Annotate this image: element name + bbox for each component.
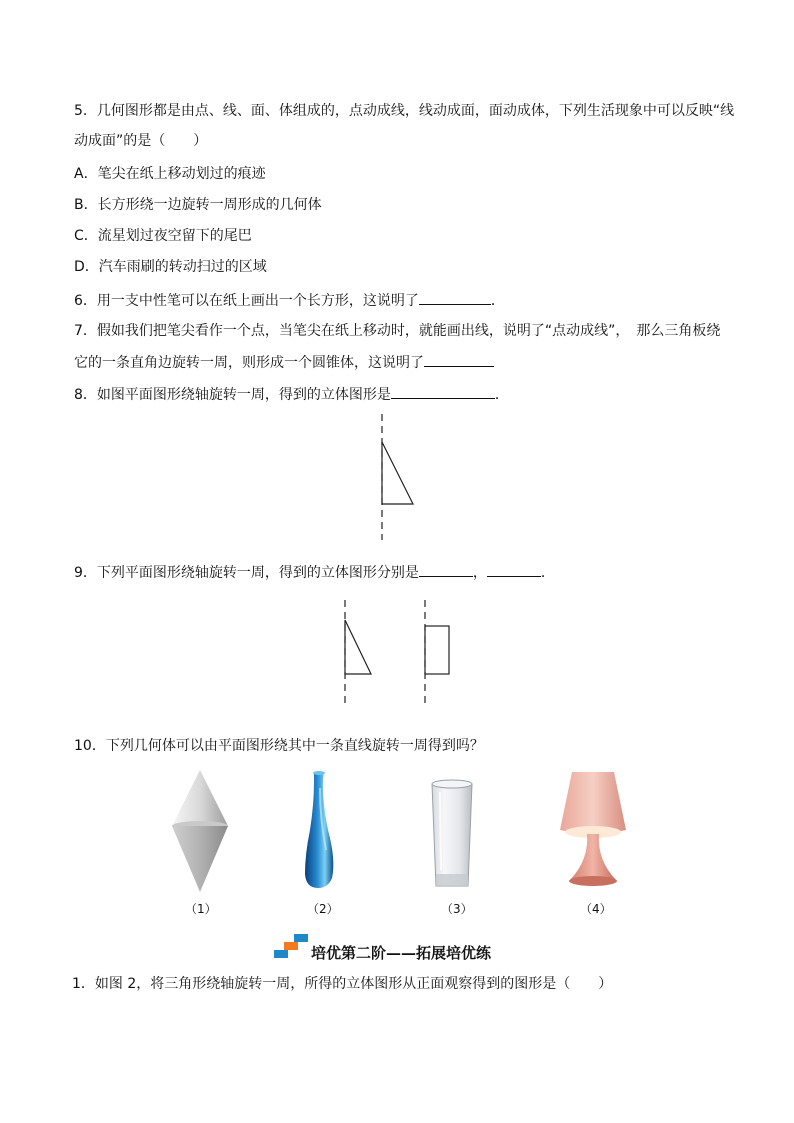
glass-cup-image	[428, 778, 476, 892]
q5-stem-line1: 5．几何图形都是由点、线、面、体组成的，点动成线，线动成面，面动成体，下列生活现象中可以反映“线	[74, 103, 735, 119]
q8-end: ．	[494, 387, 509, 403]
q5-option-b: B．长方形绕一边旋转一周形成的几何体	[74, 197, 322, 213]
q10-caption-1: （1）	[185, 902, 217, 916]
q7-line2	[74, 352, 494, 372]
double-cone-image	[160, 766, 240, 896]
q6-text: 6．用一支中性笔可以在纸上画出一个长方形，这说明了	[74, 293, 419, 309]
right-triangle	[382, 442, 413, 504]
q6	[74, 290, 505, 310]
q9-answer-blank-2[interactable]	[487, 562, 541, 577]
q8	[74, 384, 509, 404]
q5-stem-line2: 动成面”的是（ ）	[74, 133, 208, 149]
q9-figures	[335, 598, 465, 710]
q9-end: ．	[540, 565, 555, 581]
q7-text: 它的一条直角边旋转一周，则形成一个圆锥体，这说明了	[74, 355, 424, 371]
q7-line1: 7．假如我们把笔尖看作一个点，当笔尖在纸上移动时，就能画出线，说明了“点动成线”， 那么三角板绕	[74, 323, 721, 339]
q5-option-d: D．汽车雨刷的转动扫过的区域	[74, 259, 267, 275]
q7-answer-blank[interactable]	[424, 352, 494, 367]
q5-option-c: C．流星划过夜空留下的尾巴	[74, 228, 252, 244]
q5-option-a: A．笔尖在纸上移动划过的痕迹	[74, 166, 266, 182]
q9-answer-blank-1[interactable]	[419, 562, 473, 577]
rectangle	[425, 626, 449, 674]
q8-answer-blank[interactable]	[391, 384, 495, 399]
q9	[74, 562, 555, 582]
step-blocks-icon	[273, 932, 309, 960]
q10-caption-4: （4）	[580, 902, 612, 916]
blue-vase-image	[290, 770, 350, 892]
q10-caption-3: （3）	[441, 902, 473, 916]
s2-q1-text: 1．如图 2，将三角形绕轴旋转一周，所得的立体图形从正面观察得到的图形是（ ）	[72, 976, 613, 992]
q10-caption-2: （2）	[307, 902, 339, 916]
q9-sep: ，	[472, 565, 487, 581]
q10-text: 10．下列几何体可以由平面图形绕其中一条直线旋转一周得到吗？	[74, 738, 484, 754]
q8-text: 8．如图平面图形绕轴旋转一周，得到的立体图形是	[74, 387, 391, 403]
table-lamp-image	[556, 768, 630, 890]
q9-text: 9．下列平面图形绕轴旋转一周，得到的立体图形分别是	[74, 565, 419, 581]
section-title: 培优第二阶——拓展培优练	[311, 944, 492, 962]
q6-end: ．	[490, 293, 505, 309]
q8-figure	[370, 412, 420, 542]
q6-answer-blank[interactable]	[419, 290, 491, 305]
right-triangle	[345, 620, 371, 674]
